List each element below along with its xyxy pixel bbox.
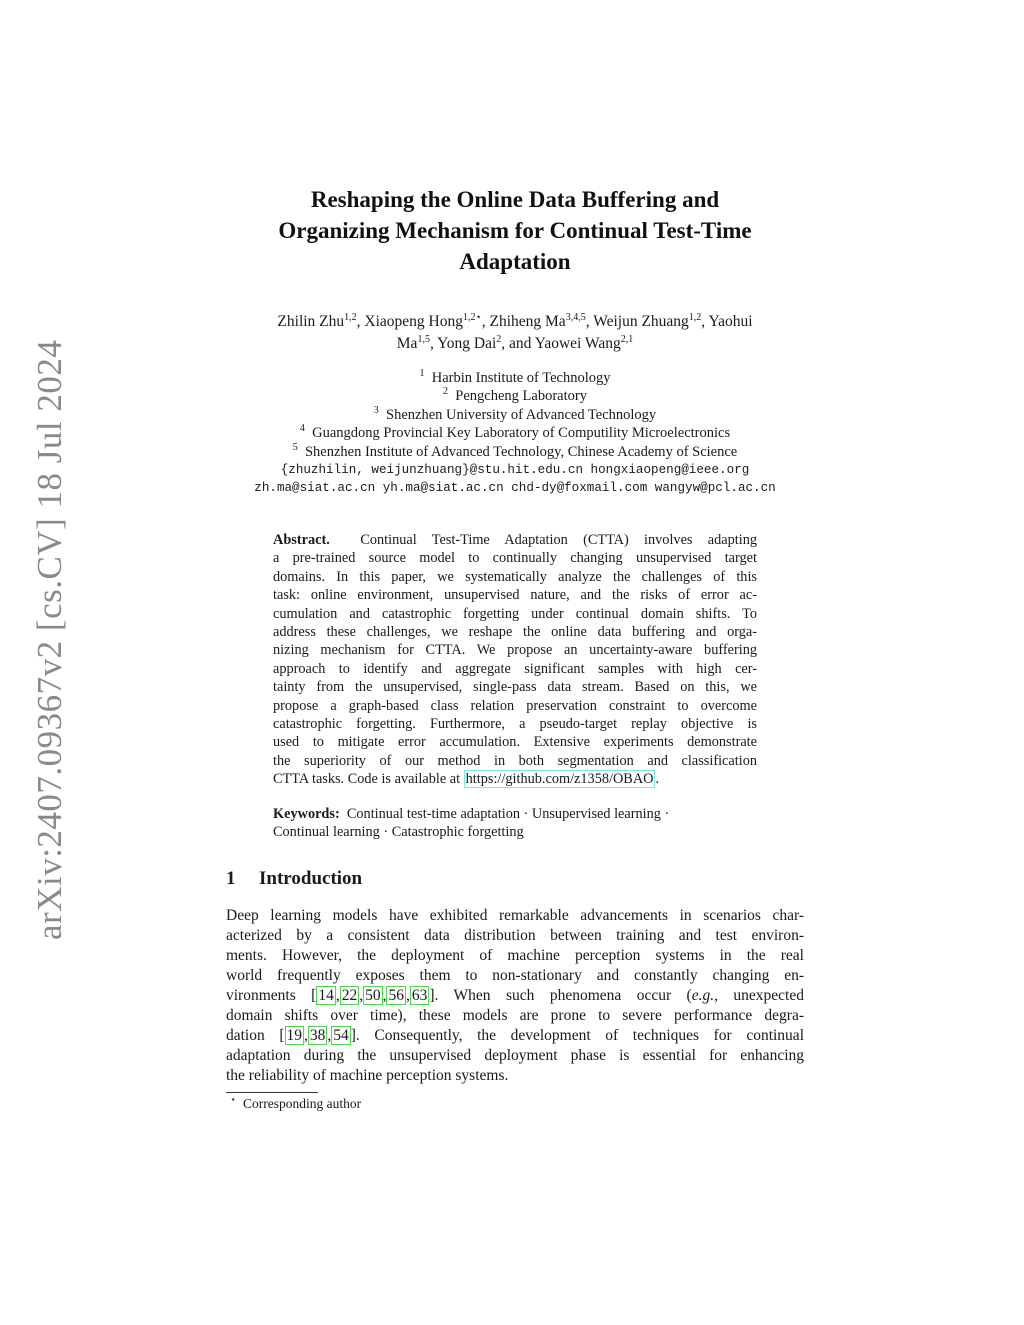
affiliation-number: 5 <box>292 441 298 453</box>
keywords-label: Keywords: <box>273 806 340 822</box>
author-line: Ma$^{1,5}$, Yong Dai$^2$, and Yaowei Wang$^{2,1}$ <box>396 333 634 352</box>
author-affil-mark: 1,2 <box>344 311 357 323</box>
paragraph-line: ments. However, the deployment of machine perception systems in the real <box>226 947 804 964</box>
abstract-line: task: online environment, unsupervised nature, and the risks of error ac- <box>273 587 757 604</box>
email-line: {zhuzhilin, weijunzhuang}@stu.hit.edu.cn hongxiaopeng@ieee.org <box>280 463 750 478</box>
abstract-line: cumulation and catastrophic forgetting under continual domain shifts. To <box>273 605 757 622</box>
author-affil-mark: 1,5 <box>417 333 430 345</box>
intro-paragraph <box>226 906 804 1086</box>
author-name: Xiaopeng Hong <box>364 313 463 330</box>
keywords-line <box>273 805 757 823</box>
keywords-text: Continual test-time adaptation · Unsupervised learning · <box>346 806 670 822</box>
affiliation <box>200 424 830 442</box>
abstract-line: the superiority of our method in both segmentation and classification <box>273 752 757 769</box>
author-affil-mark: 3,4,5 <box>565 311 586 323</box>
author-name: Ma <box>396 335 418 352</box>
section-title: Introduction <box>259 868 363 889</box>
affiliation-name: Guangdong Provincial Key Laboratory of Computility Microelectronics <box>312 425 731 442</box>
citation-link[interactable]: 63 <box>411 987 428 1004</box>
citation-link[interactable]: 56 <box>388 987 404 1004</box>
paragraph-text: ]. Consequently, the development of techniques for continual <box>350 1027 804 1044</box>
affiliation-number: 1 <box>419 368 425 380</box>
abstract <box>273 531 757 788</box>
abstract-line: nizing mechanism for CTTA. We propose an uncertainty-aware buffering <box>273 642 757 659</box>
citation-link[interactable]: 19 <box>286 1027 302 1044</box>
author-affil-mark: 2 <box>496 333 502 345</box>
code-link[interactable]: https://github.com/z1358/OBAO <box>465 771 654 788</box>
abstract-line: used to mitigate error accumulation. Extensive experiments demonstrate <box>273 734 757 751</box>
author-affil-mark: 2,1 <box>620 333 634 345</box>
affiliation <box>200 443 830 461</box>
affiliation-name: Shenzhen Institute of Advanced Technology, Chinese Academy of Science <box>304 443 738 460</box>
affiliation <box>200 369 830 387</box>
section-heading <box>226 868 362 890</box>
footnote-mark: ⋆ <box>230 1094 237 1106</box>
paragraph-text: , unexpected <box>714 987 804 1004</box>
paragraph-text: ]. When such phenomena occur ( <box>429 987 692 1004</box>
paragraph-line: world frequently exposes them to non-stationary and constantly changing en- <box>226 967 804 984</box>
author-name: Zhilin Zhu <box>277 313 345 330</box>
author-list <box>210 311 820 355</box>
abstract-line <box>273 770 757 788</box>
author-affil-mark: 1,2 <box>688 311 702 323</box>
keywords-line: Continual learning · Catastrophic forgetting <box>273 824 524 841</box>
affiliation-number: 3 <box>373 404 379 416</box>
citation-link[interactable]: 38 <box>309 1027 326 1044</box>
paragraph-line: dation [ 19 , 38 , 54 ]. Consequently, the development of techniques for continual <box>226 1027 804 1044</box>
abstract-label: Abstract. <box>273 532 330 548</box>
section-number: 1 <box>226 868 236 889</box>
paragraph-line: vironments [ 14 , 22 , 50 , 56 , 63 ]. When such phenomena occur (e.g., unexpected <box>226 987 804 1004</box>
paragraph-text: vironments [ <box>226 987 317 1004</box>
author-name: Yong Dai <box>437 335 497 352</box>
citation-link[interactable]: 22 <box>341 987 358 1004</box>
paragraph-line: acterized by a consistent data distribution between training and test environ- <box>226 927 804 944</box>
paper-title <box>200 184 830 277</box>
citation-link[interactable]: 50 <box>365 987 381 1004</box>
abstract-text: . <box>655 771 660 788</box>
affiliation <box>200 387 830 405</box>
paragraph-text: dation [ <box>226 1027 285 1044</box>
abstract-line: address these challenges, we reshape the online data buffering and orga- <box>273 623 757 640</box>
affiliations <box>200 369 830 498</box>
abstract-line: domains. In this paper, we systematically analyze the challenges of this <box>273 568 757 585</box>
paragraph-line: adaptation during the unsupervised deployment phase is essential for enhancing <box>226 1047 804 1064</box>
abstract-line: propose a graph-based class relation preservation constraint to overcome <box>273 697 757 714</box>
title-line: Organizing Mechanism for Continual Test-Time <box>278 218 752 243</box>
title-line: Adaptation <box>459 249 571 274</box>
abstract-line: a pre-trained source model to continually changing unsupervised target <box>273 550 757 567</box>
affiliation <box>200 406 830 424</box>
affiliation-name: Pengcheng Laboratory <box>455 388 587 405</box>
affiliation-name: Shenzhen University of Advanced Technology <box>386 406 657 423</box>
email-line: zh.ma@siat.ac.cn yh.ma@siat.ac.cn chd-dy@foxmail.com wangyw@pcl.ac.cn <box>254 481 776 496</box>
keywords <box>273 805 757 842</box>
paragraph-text: e.g. <box>691 987 715 1004</box>
author-name: Zhiheng Ma <box>489 313 566 330</box>
paragraph-line: domain shifts over time), these models are prone to severe performance degra- <box>226 1007 804 1024</box>
footnote-rule <box>226 1092 318 1093</box>
author-name: Yaohui <box>708 313 753 330</box>
author-affil-mark: 1,2⋆ <box>462 311 482 323</box>
affiliation-name: Harbin Institute of Technology <box>431 370 611 386</box>
abstract-line <box>273 531 757 549</box>
abstract-line: catastrophic forgetting. Furthermore, a pseudo-target replay objective is <box>273 715 757 732</box>
paragraph-line: Deep learning models have exhibited remarkable advancements in scenarios char- <box>226 907 804 924</box>
citation-link[interactable]: 14 <box>318 987 334 1004</box>
affiliation-number: 2 <box>443 386 449 398</box>
citation-link[interactable]: 54 <box>333 1027 349 1044</box>
author-name: and Yaowei Wang <box>509 335 621 352</box>
arxiv-stamp: arXiv:2407.09367v2 [cs.CV] 18 Jul 2024 <box>30 339 69 940</box>
affiliation-number: 4 <box>299 423 305 435</box>
author-name: Weijun Zhuang <box>593 313 689 330</box>
footnote-text: Corresponding author <box>243 1096 362 1111</box>
abstract-line: tainty from the unsupervised, single-pass data stream. Based on this, we <box>273 679 757 696</box>
abstract-text: Continual Test-Time Adaptation (CTTA) involves adapting <box>360 532 757 548</box>
title-line: Reshaping the Online Data Buffering and <box>310 187 720 212</box>
author-line: Zhilin Zhu$^{1,2}$, Xiaopeng Hong$^{1,2⋆}$, Zhiheng Ma$^{3,4,5}$, Weijun Zhuang$^{1,2}$, Yaohui <box>277 311 753 330</box>
abstract-text: CTTA tasks. Code is available at <box>273 771 464 788</box>
paragraph-line: the reliability of machine perception systems. <box>226 1067 509 1084</box>
footnote <box>230 1096 361 1112</box>
abstract-line: approach to identify and aggregate significant samples with high cer- <box>273 660 757 677</box>
